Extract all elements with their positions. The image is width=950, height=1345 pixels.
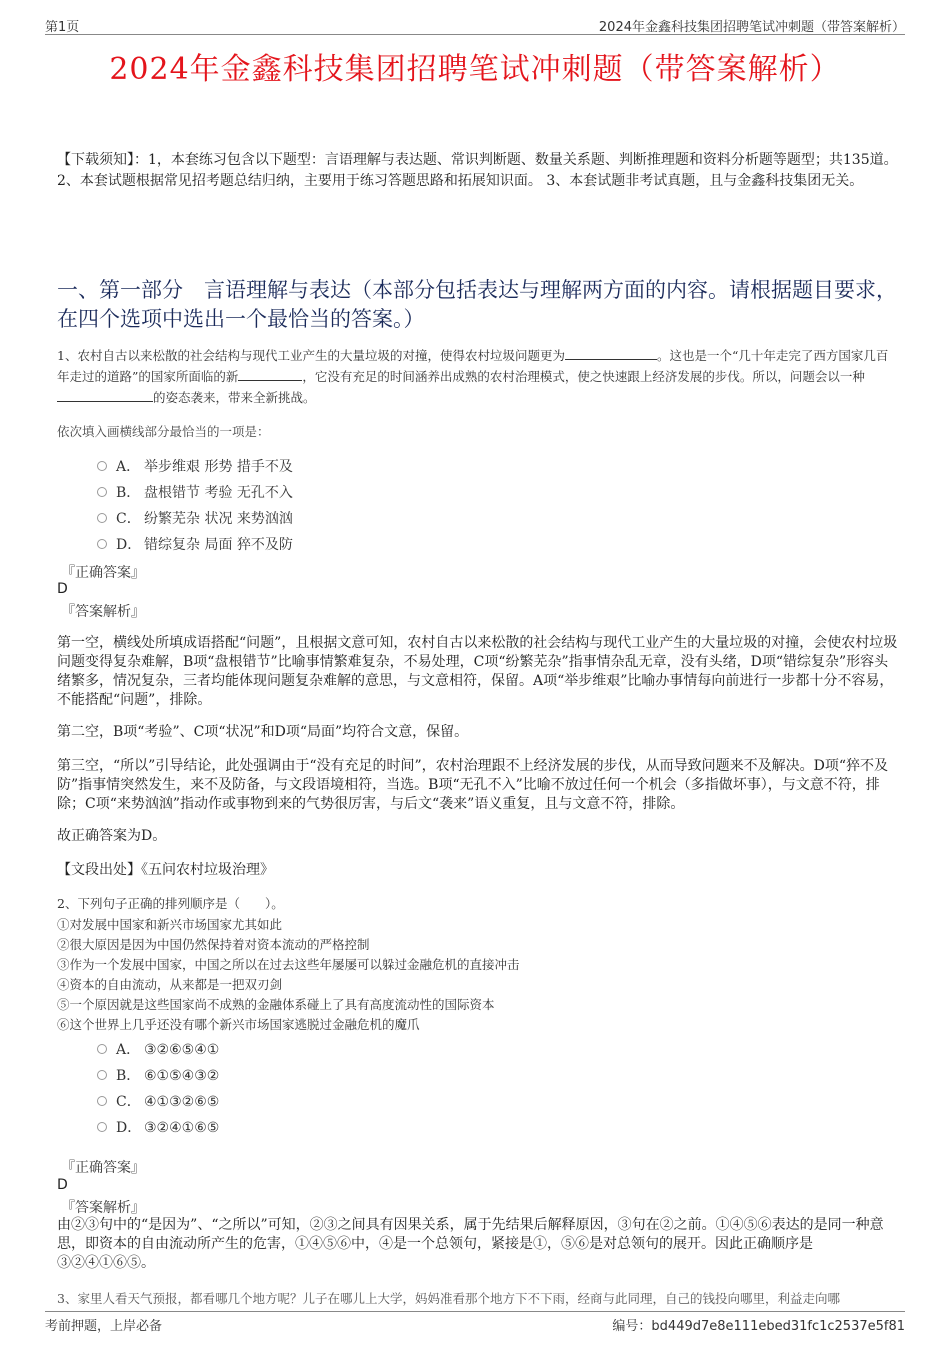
radio-icon[interactable] [97,461,107,471]
q2-sentence: ⑤一个原因就是这些国家尚不成熟的金融体系碰上了具有高度流动性的国际资本 [57,997,495,1012]
q1-option-a[interactable]: A． 举步维艰 形势 措手不及 [97,456,293,476]
q2-correct-label: 『正确答案』 [61,1160,145,1176]
q1-option-b[interactable]: B． 盘根错节 考验 无孔不入 [97,482,293,502]
q2-option-b[interactable]: B． ⑥①⑤④③② [97,1065,219,1085]
q1-correct-label: 『正确答案』 [61,565,145,581]
blank-3 [57,388,153,402]
q2-option-d[interactable]: D． ③②④①⑥⑤ [97,1117,219,1137]
q2-sentence: ⑥这个世界上几乎还没有哪个新兴市场国家逃脱过金融危机的魔爪 [57,1017,420,1032]
q2-answer: D [57,1177,68,1193]
q2-sentence: ①对发展中国家和新兴市场国家尤其如此 [57,917,283,932]
q2-sentence: ③作为一个发展中国家，中国之所以在过去这些年屡屡可以躲过金融危机的直接冲击 [57,957,520,972]
radio-icon[interactable] [97,1096,107,1106]
q1-analysis-para-1: 第一空，横线处所填成语搭配“问题”，且根据文意可知，农村自古以来松散的社会结构与现代工业产生的大量垃圾的对撞，会使农村垃圾问题变得复杂难解，B项“盘根错节”比喻事情繁难复杂，不易处理，C项“纷繁芜杂”指事情杂乱无章，没有头绪，D项“错综复杂”形容头绪繁多，情况复杂，三者均能体现问题复杂难解的意思，与文意相符，保留。A项“举步维艰”比喻办事情每向前进行一步都十分不容易，不能搭配“问题”，排除。 [57,635,898,708]
page-footer [45,1311,905,1334]
question-1-stem: 1、农村自古以来松散的社会结构与现代工业产生的大量垃圾的对撞，使得农村垃圾问题更为 。这也是一个“几十年走完了西方国家几百年走过的道路”的国家所面临的新 ，它没有充足的时间涵养出成熟的农村治理模式，使之快速跟上经济发展的步伐。所以，问题会以一种的姿态袭来，带来全新挑战。 [57,348,889,405]
q2-option-c[interactable]: C． ④①③②⑥⑤ [97,1091,219,1111]
q1-option-d[interactable]: D． 错综复杂 局面 猝不及防 [97,534,293,554]
q2-sentence: ④资本的自由流动，从来都是一把双刃剑 [57,977,283,992]
q1-answer: D [57,581,68,597]
section-heading: 一、第一部分 言语理解与表达（本部分包括表达与理解两方面的内容。请根据题目要求，在四个选项中选出一个最恰当的答案。） [57,278,897,331]
radio-icon[interactable] [97,1044,107,1054]
question-3-cut-off: 3、家里人看天气预报，都看哪几个地方呢？儿子在哪儿上大学，妈妈准看那个地方下不下雨，经商与此同理，自己的钱投向哪里，利益走向哪 [57,1291,840,1306]
document-code: 编号：bd449d7e8e111ebed31fc1c2537e5f81 [612,1319,905,1334]
radio-icon[interactable] [97,1070,107,1080]
q2-sentence: ②很大原因是因为中国仍然保持着对资本流动的严格控制 [57,937,370,952]
blank-1 [565,346,657,360]
q1-analysis-conclusion: 故正确答案为D。 [57,828,167,844]
download-notice: 【下载须知】：1，本套练习包含以下题型：言语理解与表达题、常识判断题、数量关系题、判断推理题和资料分析题等题型；共135道。 2、本套试题根据常见招考题总结归纳，主要用于练习答题思路和拓展知识面。 3、本套试题非考试真题，且与金鑫科技集团无关。 [57,152,898,189]
radio-icon[interactable] [97,513,107,523]
q1-analysis-label: 『答案解析』 [61,604,145,620]
q1-source: 【文段出处】《五问农村垃圾治理》 [57,862,274,878]
q2-option-a[interactable]: A． ③②⑥⑤④① [97,1039,219,1059]
question-1-instruction: 依次填入画横线部分最恰当的一项是： [57,424,270,439]
blank-2 [238,367,302,381]
radio-icon[interactable] [97,539,107,549]
question-2-stem: 2、下列句子正确的排列顺序是（ ）。 [57,896,284,911]
q2-analysis-label: 『答案解析』 [61,1200,145,1216]
footer-slogan: 考前押题，上岸必备 [45,1319,163,1334]
q1-option-c[interactable]: C． 纷繁芜杂 状况 来势汹汹 [97,508,293,528]
header-doc-title: 2024年金鑫科技集团招聘笔试冲刺题（带答案解析） [598,20,905,35]
q1-analysis-para-2: 第二空，B项“考验”、C项“状况”和D项“局面”均符合文意，保留。 [57,724,469,740]
page-header [45,14,905,35]
document-title: 2024年金鑫科技集团招聘笔试冲刺题（带答案解析） [109,52,841,87]
page-number: 第1页 [45,20,80,35]
radio-icon[interactable] [97,1122,107,1132]
radio-icon[interactable] [97,487,107,497]
q2-analysis: 由②③句中的“是因为”、“之所以”可知，②③之间具有因果关系，属于先结果后解释原因，③句在②之前。①④⑤⑥表达的是同一种意思，即资本的自由流动所产生的危害，①④⑤⑥中，④是一个总领句，紧接是①，⑤⑥是对总领句的展开。因此正确顺序是③②④①⑥⑤。 [57,1217,884,1271]
q1-analysis-para-3: 第三空，“所以”引导结论，此处强调由于“没有充足的时间”，农村治理跟不上经济发展的步伐，从而导致问题来不及解决。D项“猝不及防”指事情突然发生，来不及防备，与文段语境相符，当选。B项“无孔不入”比喻不放过任何一个机会（多指做坏事），与文意不符，排除；C项“来势汹汹”指动作或事物到来的气势很厉害，与后文“袭来”语义重复，且与文意不符，排除。 [57,758,889,812]
